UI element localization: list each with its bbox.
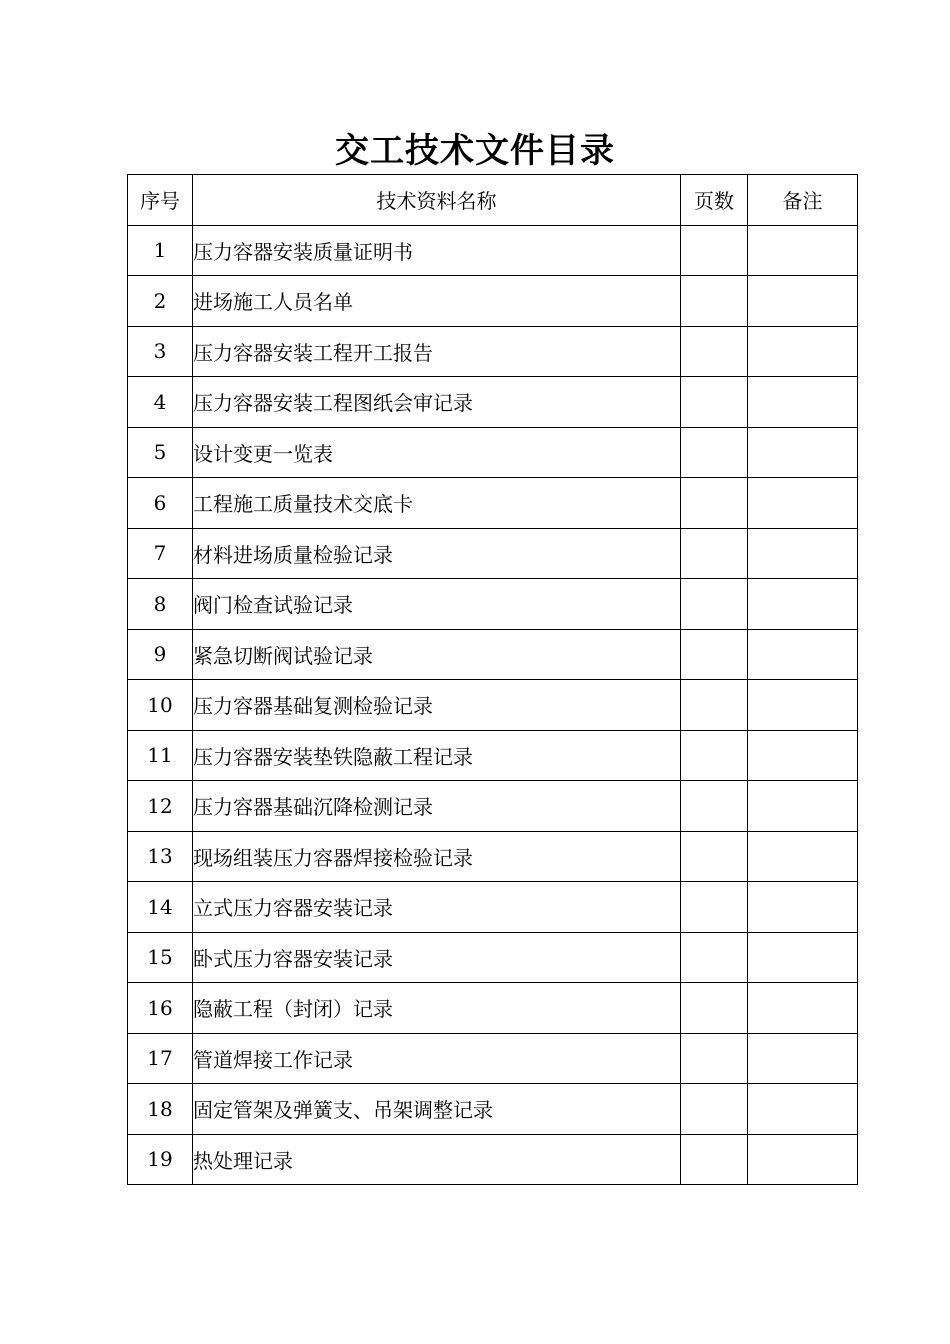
toc-table: [127, 174, 858, 1185]
cell-seq: 10: [128, 680, 193, 731]
column-header-name: 技术资料名称: [193, 175, 681, 226]
cell-seq: 12: [128, 781, 193, 832]
cell-seq: 18: [128, 1084, 193, 1135]
cell-document-name: 压力容器安装工程图纸会审记录: [193, 377, 681, 428]
table-row: [128, 579, 858, 630]
cell-page-count: [681, 831, 748, 882]
cell-notes: [748, 781, 858, 832]
table-row: [128, 831, 858, 882]
cell-page-count: [681, 983, 748, 1034]
column-header-seq: 序号: [128, 175, 193, 226]
cell-seq: 4: [128, 377, 193, 428]
table-body: [128, 225, 858, 1185]
table-row: [128, 1134, 858, 1185]
page-title: 交工技术文件目录: [335, 131, 615, 171]
table-row: [128, 528, 858, 579]
cell-document-name: 压力容器安装工程开工报告: [193, 326, 681, 377]
cell-notes: [748, 629, 858, 680]
cell-notes: [748, 680, 858, 731]
table-row: [128, 276, 858, 327]
cell-document-name: 阀门检查试验记录: [193, 579, 681, 630]
cell-document-name: 固定管架及弹簧支、吊架调整记录: [193, 1084, 681, 1135]
cell-seq: 5: [128, 427, 193, 478]
cell-notes: [748, 1033, 858, 1084]
cell-page-count: [681, 1084, 748, 1135]
cell-page-count: [681, 478, 748, 529]
cell-page-count: [681, 882, 748, 933]
cell-page-count: [681, 1134, 748, 1185]
cell-page-count: [681, 781, 748, 832]
cell-seq: 6: [128, 478, 193, 529]
cell-notes: [748, 326, 858, 377]
cell-page-count: [681, 579, 748, 630]
cell-seq: 15: [128, 932, 193, 983]
cell-document-name: 工程施工质量技术交底卡: [193, 478, 681, 529]
table-row: [128, 326, 858, 377]
cell-seq: 19: [128, 1134, 193, 1185]
table-row: [128, 478, 858, 529]
cell-document-name: 进场施工人员名单: [193, 276, 681, 327]
cell-document-name: 压力容器基础沉降检测记录: [193, 781, 681, 832]
cell-page-count: [681, 730, 748, 781]
cell-document-name: 隐蔽工程（封闭）记录: [193, 983, 681, 1034]
table-row: [128, 983, 858, 1034]
cell-page-count: [681, 1033, 748, 1084]
cell-page-count: [681, 276, 748, 327]
cell-document-name: 压力容器安装垫铁隐蔽工程记录: [193, 730, 681, 781]
table-row: [128, 225, 858, 276]
table-row: [128, 1033, 858, 1084]
cell-document-name: 热处理记录: [193, 1134, 681, 1185]
cell-seq: 1: [128, 225, 193, 276]
cell-notes: [748, 983, 858, 1034]
cell-notes: [748, 579, 858, 630]
column-header-notes: 备注: [748, 175, 858, 226]
cell-notes: [748, 1084, 858, 1135]
cell-document-name: 现场组装压力容器焊接检验记录: [193, 831, 681, 882]
cell-notes: [748, 377, 858, 428]
cell-seq: 3: [128, 326, 193, 377]
cell-notes: [748, 882, 858, 933]
cell-notes: [748, 225, 858, 276]
cell-seq: 14: [128, 882, 193, 933]
table-row: [128, 882, 858, 933]
cell-page-count: [681, 528, 748, 579]
table-row: [128, 1084, 858, 1135]
table-row: [128, 932, 858, 983]
cell-seq: 2: [128, 276, 193, 327]
table-row: [128, 629, 858, 680]
cell-notes: [748, 478, 858, 529]
table-row: [128, 427, 858, 478]
table-row: [128, 680, 858, 731]
cell-page-count: [681, 932, 748, 983]
cell-seq: 13: [128, 831, 193, 882]
cell-page-count: [681, 680, 748, 731]
cell-document-name: 压力容器安装质量证明书: [193, 225, 681, 276]
cell-seq: 7: [128, 528, 193, 579]
cell-page-count: [681, 225, 748, 276]
table-row: [128, 377, 858, 428]
cell-seq: 17: [128, 1033, 193, 1084]
cell-document-name: 卧式压力容器安装记录: [193, 932, 681, 983]
cell-seq: 9: [128, 629, 193, 680]
cell-page-count: [681, 326, 748, 377]
table-header-row: [128, 175, 858, 226]
cell-notes: [748, 528, 858, 579]
cell-notes: [748, 427, 858, 478]
cell-page-count: [681, 427, 748, 478]
table-row: [128, 781, 858, 832]
cell-notes: [748, 932, 858, 983]
cell-document-name: 管道焊接工作记录: [193, 1033, 681, 1084]
cell-document-name: 压力容器基础复测检验记录: [193, 680, 681, 731]
cell-seq: 8: [128, 579, 193, 630]
cell-document-name: 材料进场质量检验记录: [193, 528, 681, 579]
cell-notes: [748, 831, 858, 882]
cell-seq: 11: [128, 730, 193, 781]
cell-seq: 16: [128, 983, 193, 1034]
cell-document-name: 设计变更一览表: [193, 427, 681, 478]
table-row: [128, 730, 858, 781]
cell-document-name: 紧急切断阀试验记录: [193, 629, 681, 680]
cell-page-count: [681, 377, 748, 428]
cell-notes: [748, 1134, 858, 1185]
cell-notes: [748, 276, 858, 327]
cell-document-name: 立式压力容器安装记录: [193, 882, 681, 933]
cell-page-count: [681, 629, 748, 680]
cell-notes: [748, 730, 858, 781]
column-header-pages: 页数: [681, 175, 748, 226]
